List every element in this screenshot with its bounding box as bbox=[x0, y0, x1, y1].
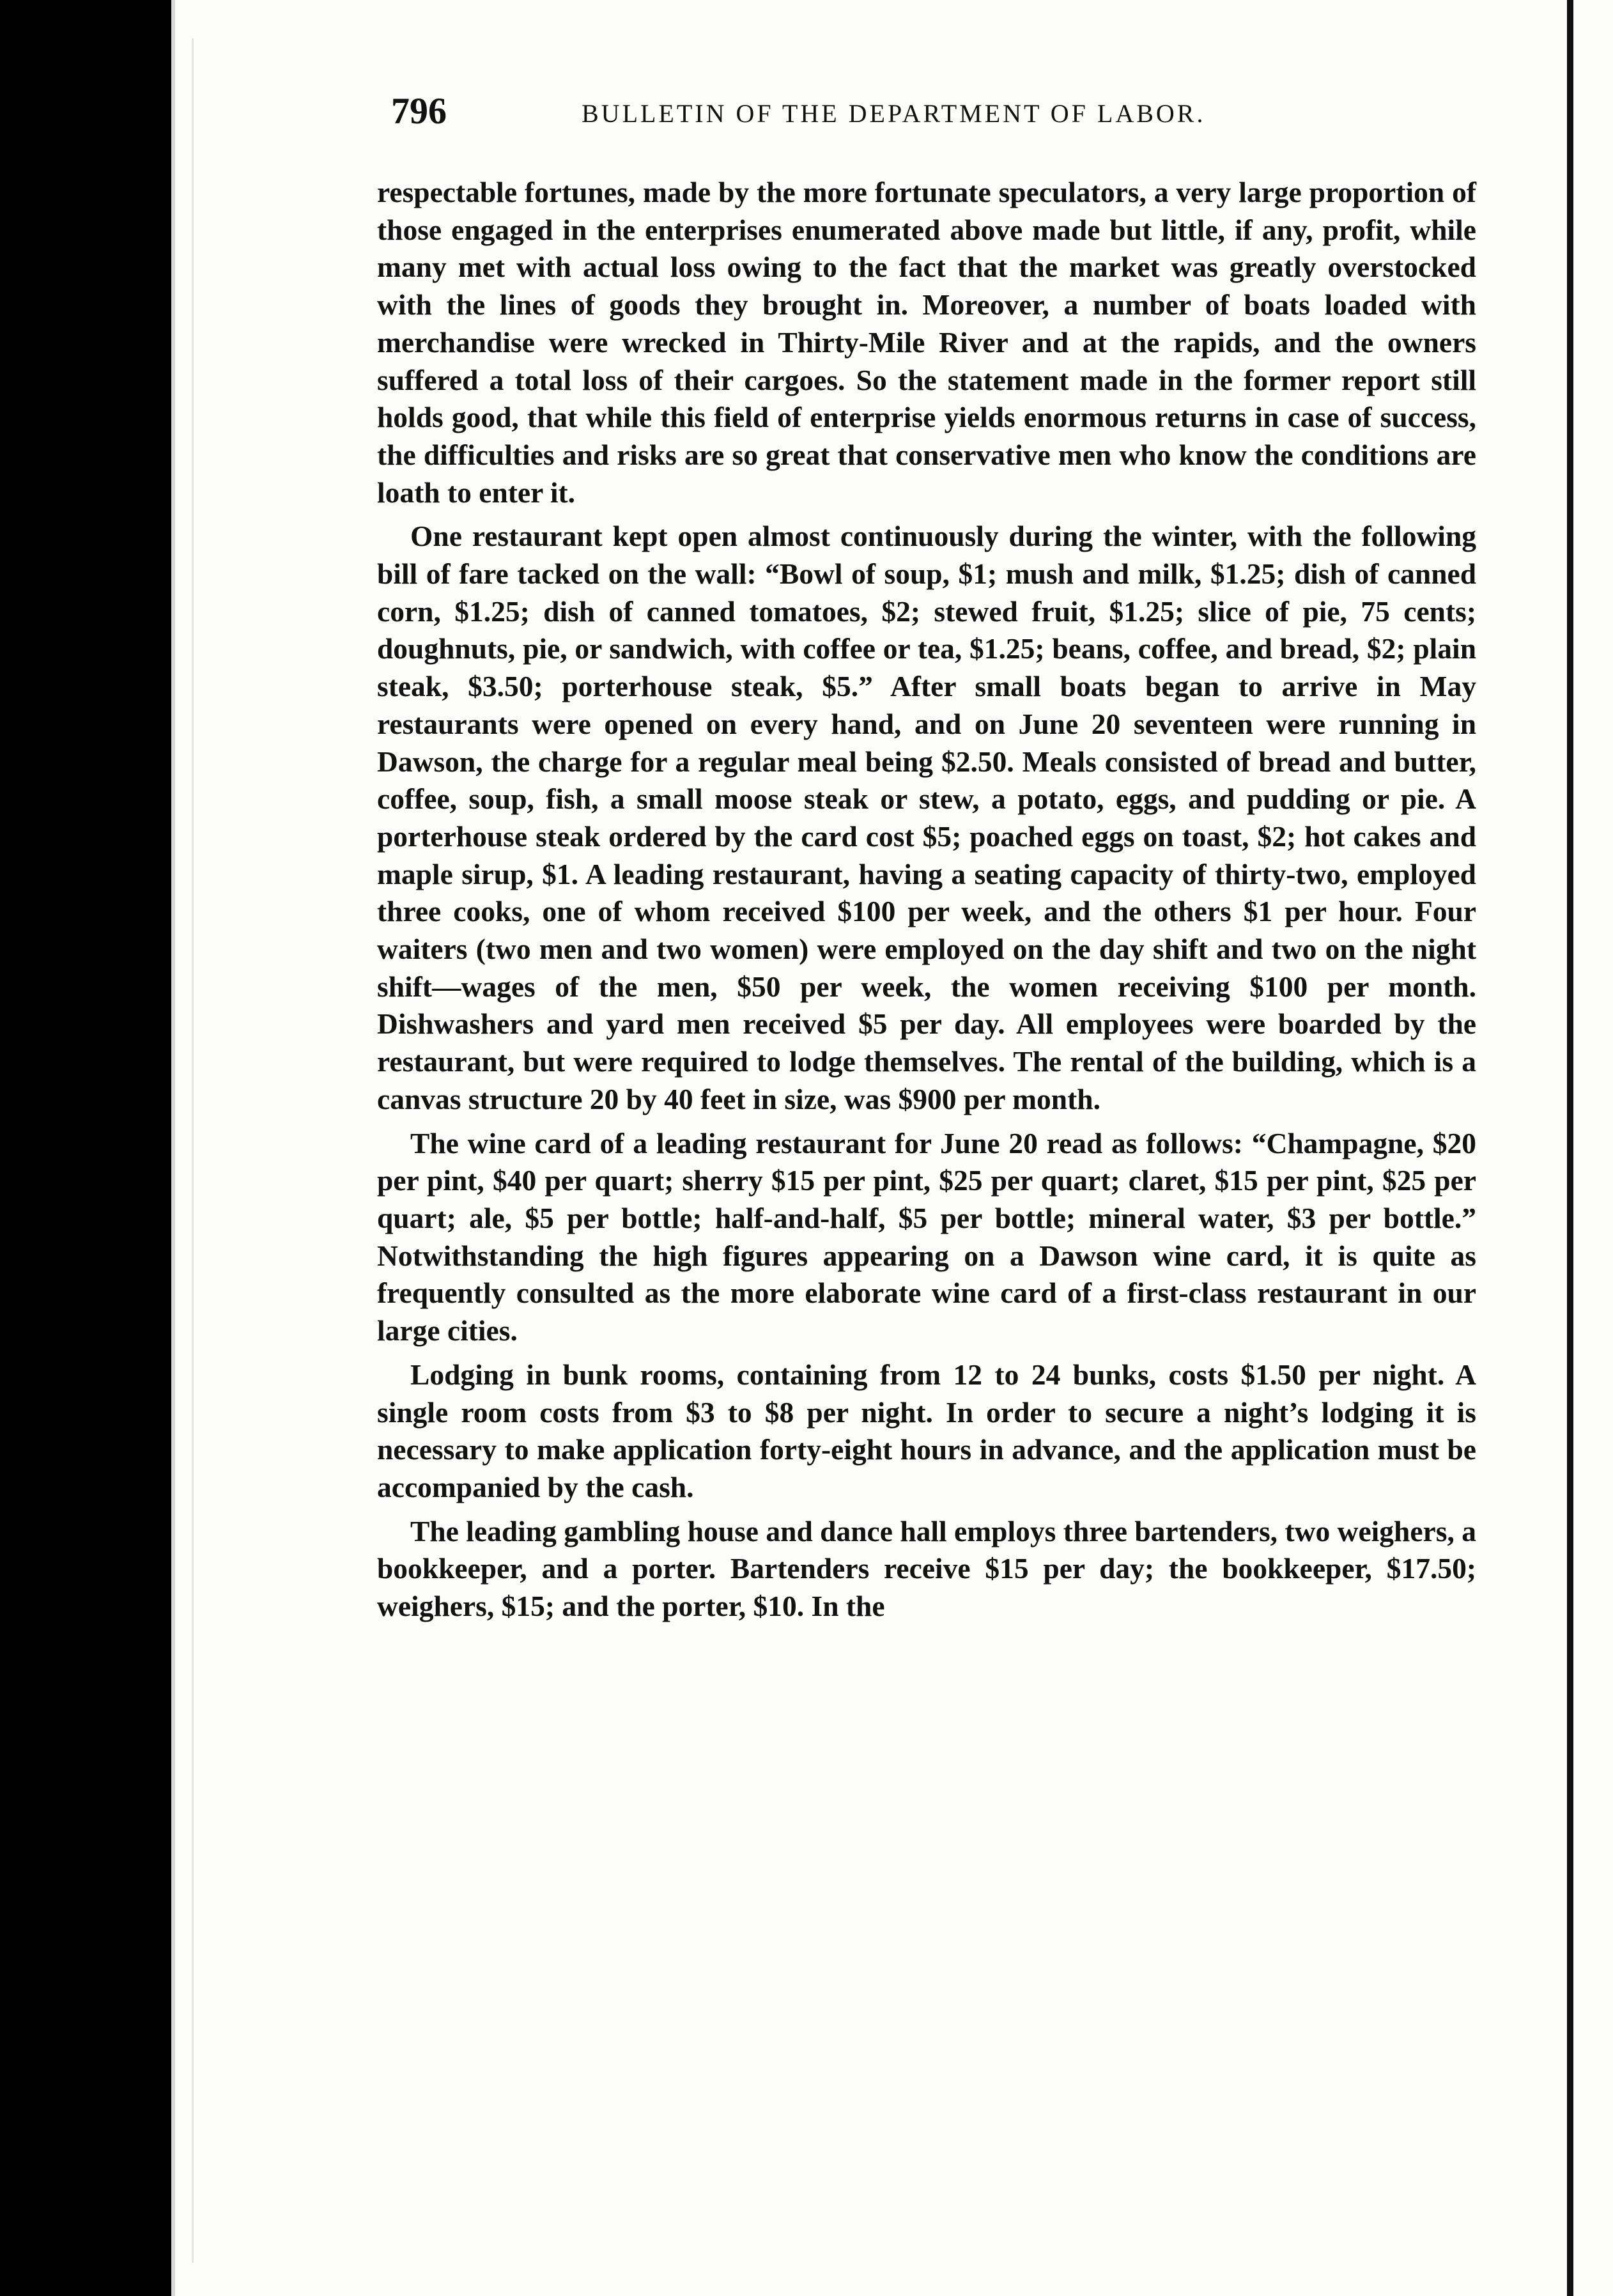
page-number: 796 bbox=[391, 90, 447, 132]
paragraph-4: Lodging in bunk rooms, containing from 12 to 24 bunks, costs $1.50 per night. A single room costs from $3 to $8 per night. In order to secure a night’s lodging it is necessary to make application forty-eight hours in advance, and the application must be accompanied by the cash. bbox=[377, 1358, 1476, 1503]
paragraph-3: The wine card of a leading restaurant for June 20 read as follows: “Champagne, $20 per pint, $40 per quart; sherry $15 per pint, $25 per quart; claret, $15 per pint, $25 per quart; ale, $5 per bottle; half-and-half, $5 per bottle; mineral water, $3 per bottle.” Notwithstanding the high figures appearing on a Dawson wine card, it is quite as frequently consulted as the more elaborate wine card of a first-class restaurant in our large cities. bbox=[377, 1126, 1476, 1347]
page-edge bbox=[171, 0, 175, 2296]
page-header bbox=[391, 89, 1452, 134]
right-border-rule bbox=[1567, 0, 1573, 2296]
running-head: BULLETIN OF THE DEPARTMENT OF LABOR. bbox=[582, 99, 1206, 128]
body-text bbox=[377, 174, 1476, 1625]
paragraph-2: One restaurant kept open almost continuously during the winter, with the following bill of fare tacked on the wall: “Bowl of soup, $1; mush and milk, $1.25; dish of canned corn, $1.25; dish of canned tomatoes, $2; stewed fruit, $1.25; slice of pie, 75 cents; doughnuts, pie, or sandwich, with coffee or tea, $1.25; beans, coffee, and bread, $2; plain steak, $3.50; porterhouse steak, $5.” After small boats began to arrive in May restaurants were opened on every hand, and on June 20 seventeen were running in Dawson, the charge for a regular meal being $2.50. Meals consisted of bread and butter, coffee, soup, fish, a small moose steak or stew, a potato, eggs, and pudding or pie. A porterhouse steak ordered by the card cost $5; poached eggs on toast, $2; hot cakes and maple sirup, $1. A leading restaurant, having a seating capacity of thirty-two, employed three cooks, one of whom received $100 per week, and the others $1 per hour. Four waiters (two men and two women) were employed on the day shift and two on the night shift—wages of the men, $50 per week, the women receiving $100 per month. Dishwashers and yard men received $5 per day. All employees were boarded by the restaurant, but were required to lodge themselves. The rental of the building, which is a canvas structure 20 by 40 feet in size, was $900 per month. bbox=[377, 520, 1476, 1115]
paragraph-1: respectable fortunes, made by the more fortunate speculators, a very large proportion of those engaged in the enterprises enumerated above made but little, if any, profit, while many met with actual loss owing to the fact that the market was greatly overstocked with the lines of goods they brought in. Moreover, a number of boats loaded with merchandise were wrecked in Thirty-Mile River and at the rapids, and the owners suffered a total loss of their cargoes. So the statement made in the former report still holds good, that while this field of enterprise yields enormous returns in case of success, the difficulties and risks are so great that conservative men who know the conditions are loath to enter it. bbox=[377, 176, 1476, 509]
page-edge-inner bbox=[192, 38, 194, 2263]
paragraph-5: The leading gambling house and dance hall employs three bartenders, two weighers, a bookkeeper, and a porter. Bartenders receive $15 per day; the bookkeeper, $17.50; weighers, $15; and the porter, $10. In the bbox=[377, 1514, 1476, 1623]
